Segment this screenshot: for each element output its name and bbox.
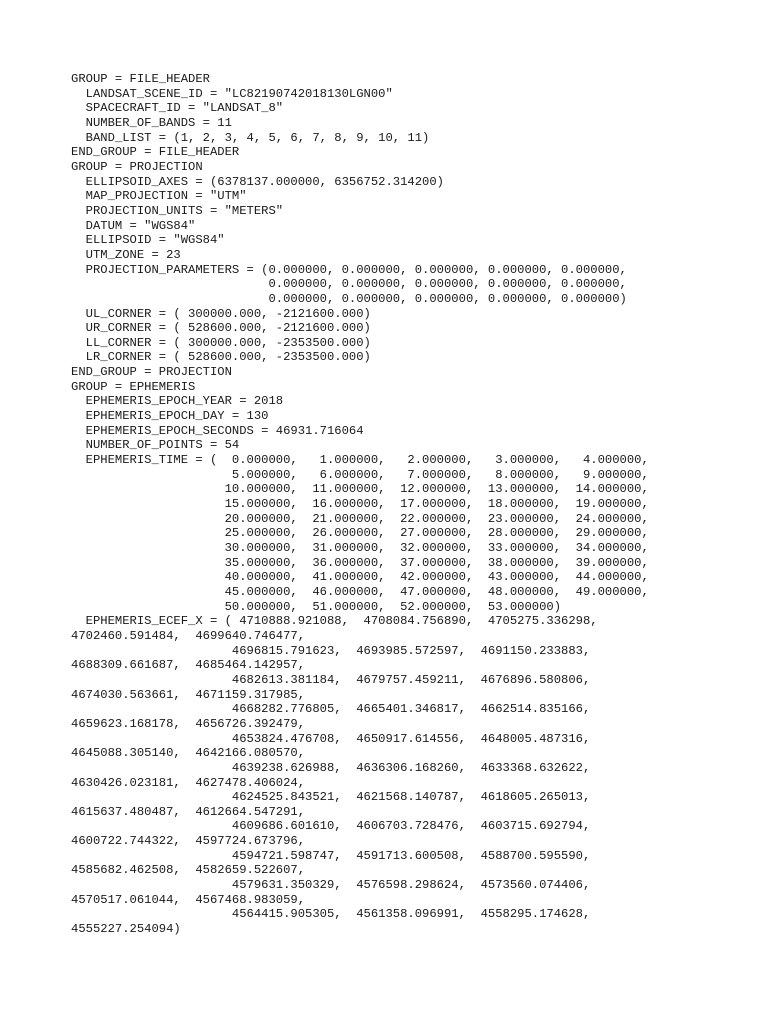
- metadata-text: GROUP = FILE_HEADER LANDSAT_SCENE_ID = "LC82190742018130LGN00" SPACECRAFT_ID = "LANDSAT_8" NUMBER_OF_BANDS = 11 BAND_LIST = (1, 2, 3, 4, 5, 6, 7, 8, 9, 10, 11) END_GROUP = FILE_HEADER GROUP = PROJECTION ELLIPSOID_AXES = (6378137.000000, 6356752.314200) MAP_PROJECTION = "UTM" PROJECTION_UNITS = "METERS" DATUM = "WGS84" ELLIPSOID = "WGS84" UTM_ZONE = 23 PROJECTION_PARAMETERS = (0.000000, 0.000000, 0.000000, 0.000000, 0.000000, 0.000000, 0.000000, 0.000000, 0.000000, 0.000000, 0.000000, 0.000000, 0.000000, 0.000000, 0.000000) UL_CORNER = ( 300000.000, -2121600.000) UR_CORNER = ( 528600.000, -2121600.000) LL_CORNER = ( 300000.000, -2353500.000) LR_CORNER = ( 528600.000, -2353500.000) END_GROUP = PROJECTION GROUP = EPHEMERIS EPHEMERIS_EPOCH_YEAR = 2018 EPHEMERIS_EPOCH_DAY = 130 EPHEMERIS_EPOCH_SECONDS = 46931.716064 NUMBER_OF_POINTS = 54 EPHEMERIS_TIME = ( 0.000000, 1.000000, 2.000000, 3.000000, 4.000000, 5.000000, 6.000000, 7.000000, 8.000000, 9.000000, 10.000000, 11.000000, 12.000000, 13.000000, 14.000000, 15.000000, 16.000000, 17.000000, 18.000000, 19.000000, 20.000000, 21.000000, 22.000000, 23.000000, 24.000000, 25.000000, 26.000000, 27.000000, 28.000000, 29.000000, 30.000000, 31.000000, 32.000000, 33.000000, 34.000000, 35.000000, 36.000000, 37.000000, 38.000000, 39.000000, 40.000000, 41.000000, 42.000000, 43.000000, 44.000000, 45.000000, 46.000000, 47.000000, 48.000000, 49.000000, 50.000000, 51.000000, 52.000000, 53.000000) EPHEMERIS_ECEF_X = ( 4710888.921088, 4708084.756890, 4705275.336298, 4702460.591484, 4699640.746477, 4696815.791623, 4693985.572597, 4691150.233883, 4688309.661687, 4685464.142957, 4682613.381184, 4679757.459211, 4676896.580806, 4674030.563661, 4671159.317985, 4668282.776805, 4665401.346817, 4662514.835166, 4659623.168178, 4656726.392479, 4653824.476708, 4650917.614556, 4648005.487316, 4645088.305140, 4642166.080570, 4639238.626988, 4636306.168260, 4633368.632622, 4630426.023181, 4627478.406024, 4624525.843521, 4621568.140787, 4618605.265013, 4615637.480487, 4612664.547291, 4609686.601610, 4606703.728476, 4603715.692794, 4600722.744322, 4597724.673796, 4594721.598747, 4591713.600508, 4588700.595590, 4585682.462508, 4582659.522607, 4579631.350329, 4576598.298624, 4573560.074406, 4570517.061044, 4567468.983059, 4564415.905305, 4561358.096991, 4558295.174628, 4555227.254094): [71, 72, 649, 937]
